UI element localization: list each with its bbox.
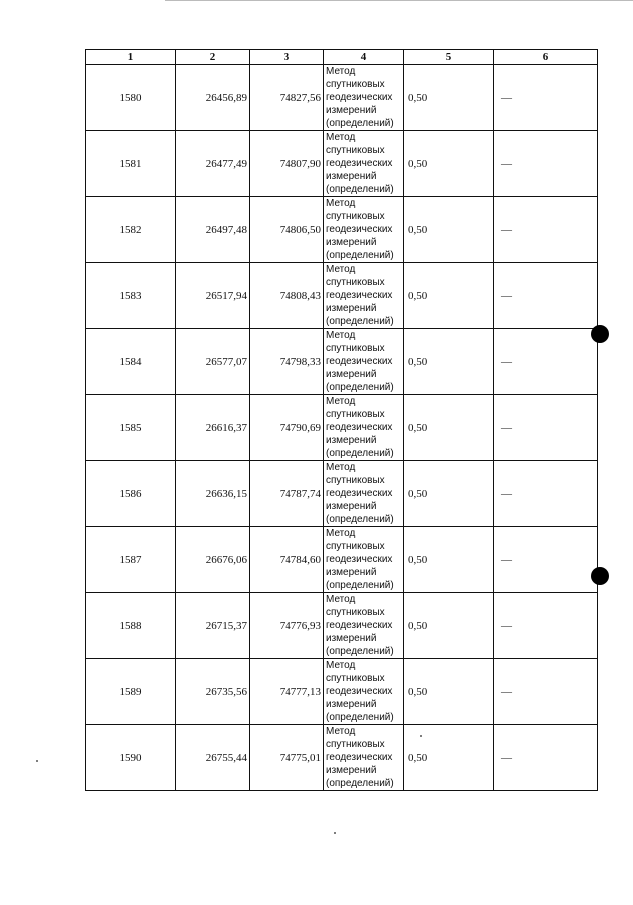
cell-coordinate-x: 26735,56: [176, 659, 250, 725]
cell-coordinate-x: 26497,48: [176, 197, 250, 263]
table-row: [86, 527, 598, 593]
cell-accuracy: 0,50: [404, 395, 494, 461]
cell-point-number: 1580: [86, 65, 176, 131]
cell-coordinate-y: 74776,93: [250, 593, 324, 659]
cell-coordinate-y: 74787,74: [250, 461, 324, 527]
cell-accuracy: 0,50: [404, 263, 494, 329]
table-row: [86, 659, 598, 725]
header-col-1: 1: [86, 50, 176, 65]
table-row: [86, 131, 598, 197]
cell-coordinate-y: 74807,90: [250, 131, 324, 197]
cell-method: Метод спутниковых геодезических измерений (определений): [324, 395, 404, 461]
cell-note: —: [494, 725, 598, 791]
cell-point-number: 1590: [86, 725, 176, 791]
cell-point-number: 1587: [86, 527, 176, 593]
cell-coordinate-x: 26715,37: [176, 593, 250, 659]
punch-hole-upper: [591, 325, 609, 343]
cell-accuracy: 0,50: [404, 329, 494, 395]
scan-speck: [420, 735, 422, 737]
cell-method: Метод спутниковых геодезических измерений (определений): [324, 329, 404, 395]
scan-edge-line: [165, 0, 633, 1]
cell-accuracy: 0,50: [404, 659, 494, 725]
cell-method: Метод спутниковых геодезических измерений (определений): [324, 131, 404, 197]
header-col-3: 3: [250, 50, 324, 65]
cell-note: —: [494, 659, 598, 725]
cell-note: —: [494, 461, 598, 527]
cell-coordinate-y: 74798,33: [250, 329, 324, 395]
table-row: [86, 395, 598, 461]
cell-method: Метод спутниковых геодезических измерений (определений): [324, 65, 404, 131]
cell-point-number: 1584: [86, 329, 176, 395]
cell-coordinate-x: 26477,49: [176, 131, 250, 197]
cell-note: —: [494, 65, 598, 131]
cell-note: —: [494, 395, 598, 461]
cell-accuracy: 0,50: [404, 131, 494, 197]
table-row: [86, 65, 598, 131]
cell-coordinate-y: 74775,01: [250, 725, 324, 791]
table-row: [86, 593, 598, 659]
cell-method: Метод спутниковых геодезических измерений (определений): [324, 197, 404, 263]
cell-coordinate-x: 26456,89: [176, 65, 250, 131]
cell-accuracy: 0,50: [404, 527, 494, 593]
scan-speck: [334, 832, 336, 834]
table-row: [86, 197, 598, 263]
cell-accuracy: 0,50: [404, 461, 494, 527]
cell-coordinate-x: 26636,15: [176, 461, 250, 527]
cell-method: Метод спутниковых геодезических измерений (определений): [324, 527, 404, 593]
cell-point-number: 1581: [86, 131, 176, 197]
table-row: [86, 329, 598, 395]
cell-method: Метод спутниковых геодезических измерений (определений): [324, 263, 404, 329]
cell-method: Метод спутниковых геодезических измерений (определений): [324, 659, 404, 725]
cell-point-number: 1585: [86, 395, 176, 461]
cell-method: Метод спутниковых геодезических измерений (определений): [324, 461, 404, 527]
cell-coordinate-x: 26517,94: [176, 263, 250, 329]
cell-note: —: [494, 197, 598, 263]
cell-note: —: [494, 329, 598, 395]
cell-method: Метод спутниковых геодезических измерений (определений): [324, 593, 404, 659]
cell-coordinate-y: 74784,60: [250, 527, 324, 593]
cell-accuracy: 0,50: [404, 725, 494, 791]
cell-accuracy: 0,50: [404, 593, 494, 659]
scan-speck: [36, 760, 38, 762]
cell-accuracy: 0,50: [404, 65, 494, 131]
cell-point-number: 1586: [86, 461, 176, 527]
coordinates-table: [85, 49, 598, 791]
cell-coordinate-x: 26616,37: [176, 395, 250, 461]
cell-note: —: [494, 593, 598, 659]
cell-note: —: [494, 131, 598, 197]
cell-accuracy: 0,50: [404, 197, 494, 263]
cell-note: —: [494, 263, 598, 329]
table-header-row: [86, 50, 598, 65]
cell-point-number: 1583: [86, 263, 176, 329]
table-row: [86, 263, 598, 329]
cell-point-number: 1582: [86, 197, 176, 263]
cell-coordinate-x: 26577,07: [176, 329, 250, 395]
cell-coordinate-y: 74777,13: [250, 659, 324, 725]
cell-coordinate-y: 74827,56: [250, 65, 324, 131]
cell-method: Метод спутниковых геодезических измерений (определений): [324, 725, 404, 791]
cell-coordinate-y: 74790,69: [250, 395, 324, 461]
cell-coordinate-y: 74806,50: [250, 197, 324, 263]
punch-hole-lower: [591, 567, 609, 585]
cell-coordinate-y: 74808,43: [250, 263, 324, 329]
cell-coordinate-x: 26755,44: [176, 725, 250, 791]
header-col-2: 2: [176, 50, 250, 65]
cell-point-number: 1588: [86, 593, 176, 659]
table-row: [86, 461, 598, 527]
cell-coordinate-x: 26676,06: [176, 527, 250, 593]
header-col-6: 6: [494, 50, 598, 65]
cell-point-number: 1589: [86, 659, 176, 725]
table-row: [86, 725, 598, 791]
header-col-4: 4: [324, 50, 404, 65]
header-col-5: 5: [404, 50, 494, 65]
cell-note: —: [494, 527, 598, 593]
